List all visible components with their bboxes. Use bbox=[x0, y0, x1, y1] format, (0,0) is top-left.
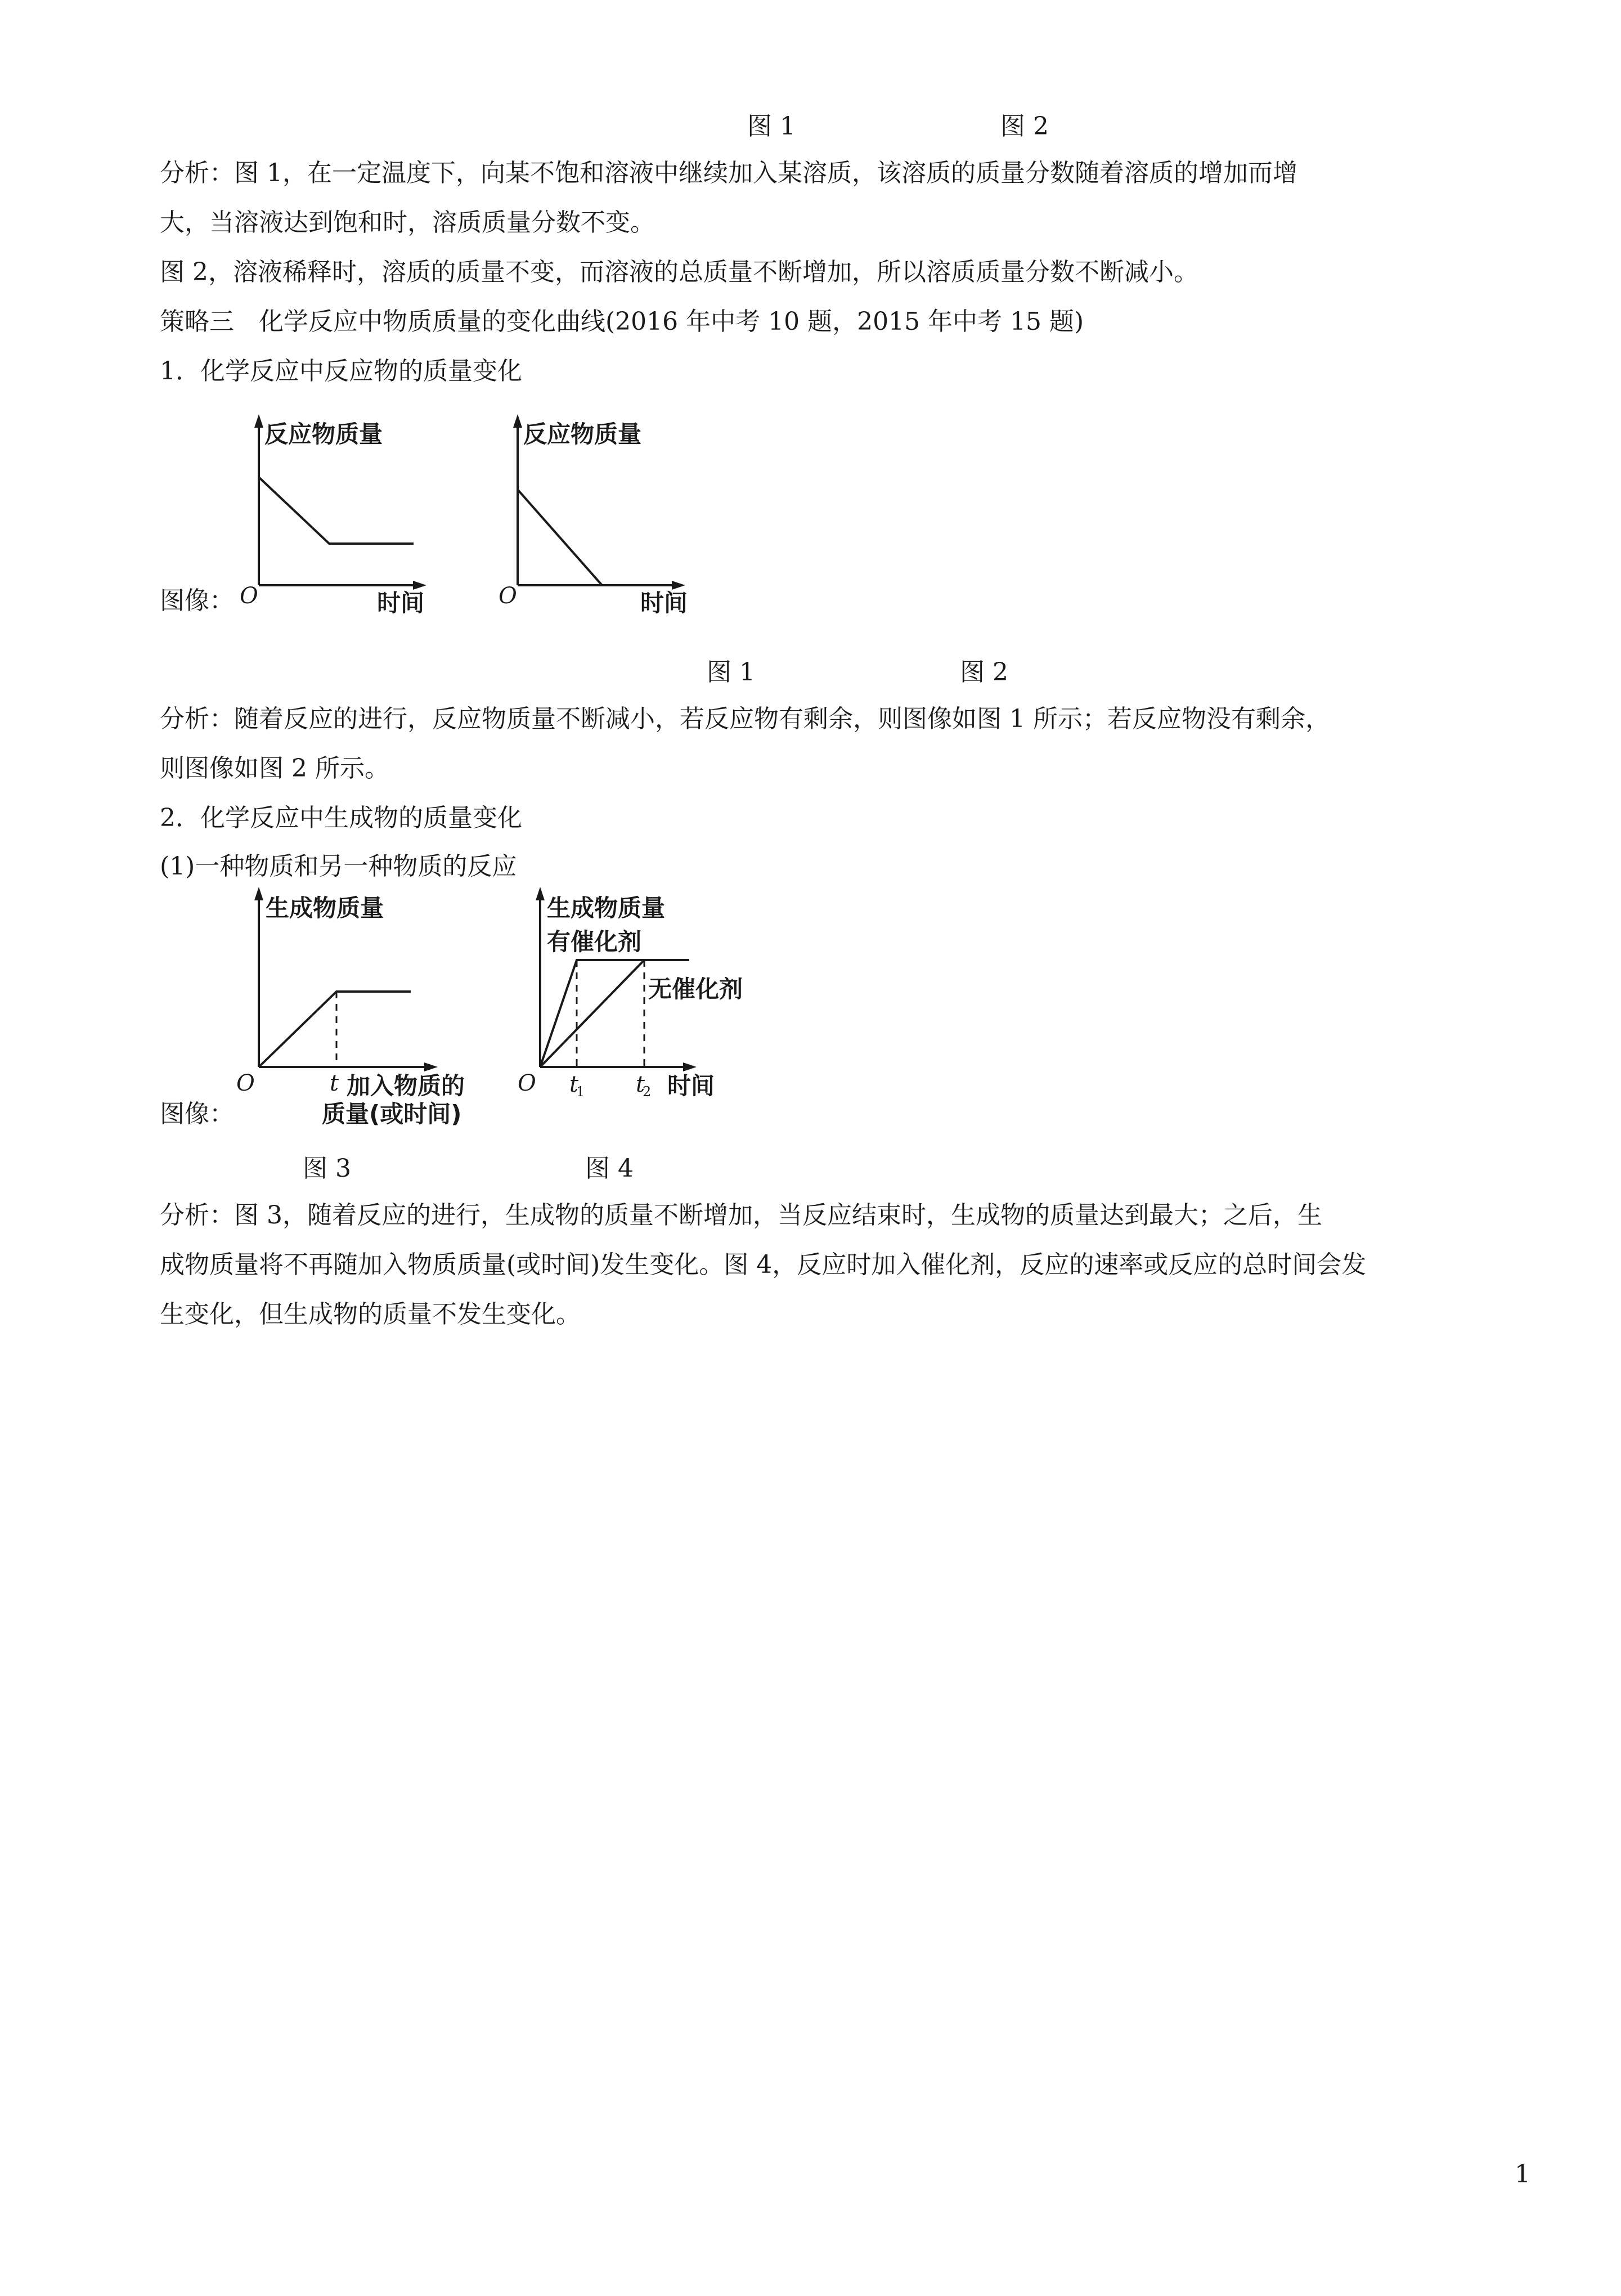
y-axis-label: 生成物质量 bbox=[547, 894, 666, 922]
figure-product-single bbox=[236, 881, 495, 1134]
figure-reactant-remaining bbox=[236, 411, 439, 625]
t2-subscript: 2 bbox=[643, 1084, 652, 1100]
label-without-catalyst: 无催化剂 bbox=[648, 975, 743, 1003]
t1-label: t bbox=[569, 1071, 579, 1097]
caption-fig1-top: 图 1 bbox=[747, 112, 796, 141]
caption-fig4: 图 4 bbox=[585, 1154, 634, 1183]
caption-fig1: 图 1 bbox=[707, 658, 755, 687]
reactant-curve-consumed bbox=[518, 490, 602, 585]
image-label-1: 图像： bbox=[160, 586, 234, 615]
x-axis-label-line2: 质量(或时间) bbox=[322, 1100, 462, 1128]
caption-fig2: 图 2 bbox=[960, 658, 1008, 687]
section-1-analysis-line2: 则图像如图 2 所示。 bbox=[160, 754, 389, 783]
x-axis-label: 时间 bbox=[640, 589, 688, 617]
y-axis-label: 生成物质量 bbox=[266, 894, 384, 922]
caption-fig2-top: 图 2 bbox=[1000, 112, 1049, 141]
figure-product-catalyst bbox=[518, 881, 765, 1106]
paragraph-analysis-1-line1: 分析：图 1，在一定温度下，向某不饱和溶液中继续加入某溶质，该溶质的质量分数随着溶质的增加而增 bbox=[160, 159, 1297, 187]
x-axis-label: 时间 bbox=[377, 589, 425, 617]
x-axis-arrow bbox=[672, 581, 685, 590]
y-axis-arrow bbox=[254, 414, 263, 428]
section-2-heading: 2．化学反应中生成物的质量变化 bbox=[160, 804, 522, 832]
x-axis-label-line1: 加入物质的 bbox=[347, 1072, 465, 1100]
caption-fig3: 图 3 bbox=[303, 1154, 351, 1183]
y-axis-arrow bbox=[536, 887, 545, 900]
origin-label: O bbox=[518, 1070, 536, 1096]
section-2-subheading: (1)一种物质和另一种物质的反应 bbox=[160, 852, 517, 881]
figure-reactant-consumed bbox=[495, 411, 698, 625]
section-1-heading: 1．化学反应中反应物的质量变化 bbox=[160, 357, 522, 385]
section-2-analysis-line1: 分析：图 3，随着反应的进行，生成物的质量不断增加，当反应结束时，生成物的质量达到最大；之后，生 bbox=[160, 1201, 1322, 1230]
strategy-heading: 策略三 化学反应中物质质量的变化曲线(2016 年中考 10 题，2015 年中考 15 题) bbox=[160, 307, 1084, 336]
y-axis-arrow bbox=[254, 887, 263, 900]
y-axis-arrow bbox=[513, 414, 522, 428]
section-2-analysis-line3: 生变化，但生成物的质量不发生变化。 bbox=[160, 1300, 581, 1329]
paragraph-analysis-1-line2: 大，当溶液达到饱和时，溶质质量分数不变。 bbox=[160, 208, 655, 237]
reactant-curve-remaining bbox=[259, 477, 414, 544]
t1-subscript: 1 bbox=[576, 1084, 585, 1100]
x-axis-arrow bbox=[683, 1062, 697, 1071]
curve-without-catalyst bbox=[540, 960, 644, 1067]
section-1-analysis-line1: 分析：随着反应的进行，反应物质量不断减小，若反应物有剩余，则图像如图 1 所示；若反应物没有剩余， bbox=[160, 705, 1330, 733]
y-axis-label: 反应物质量 bbox=[523, 420, 642, 448]
paragraph-analysis-2: 图 2，溶液稀释时，溶质的质量不变，而溶液的总质量不断增加，所以溶质质量分数不断减小。 bbox=[160, 258, 1198, 286]
origin-label: O bbox=[499, 583, 517, 609]
page-number: 1 bbox=[1515, 2160, 1530, 2189]
label-with-catalyst: 有催化剂 bbox=[547, 928, 642, 956]
x-axis-arrow bbox=[424, 1062, 438, 1071]
t2-label: t bbox=[636, 1071, 645, 1097]
product-curve bbox=[259, 992, 411, 1067]
x-axis-label: 时间 bbox=[667, 1072, 715, 1100]
y-axis-label: 反应物质量 bbox=[264, 420, 383, 448]
t-label: t bbox=[330, 1070, 339, 1096]
image-label-2: 图像： bbox=[160, 1100, 234, 1128]
section-2-analysis-line2: 成物质量将不再随加入物质质量(或时间)发生变化。图 4，反应时加入催化剂，反应的速率或反应的总时间会发 bbox=[160, 1250, 1367, 1279]
x-axis-arrow bbox=[413, 581, 426, 590]
origin-label: O bbox=[236, 1070, 255, 1096]
origin-label: O bbox=[240, 583, 258, 609]
